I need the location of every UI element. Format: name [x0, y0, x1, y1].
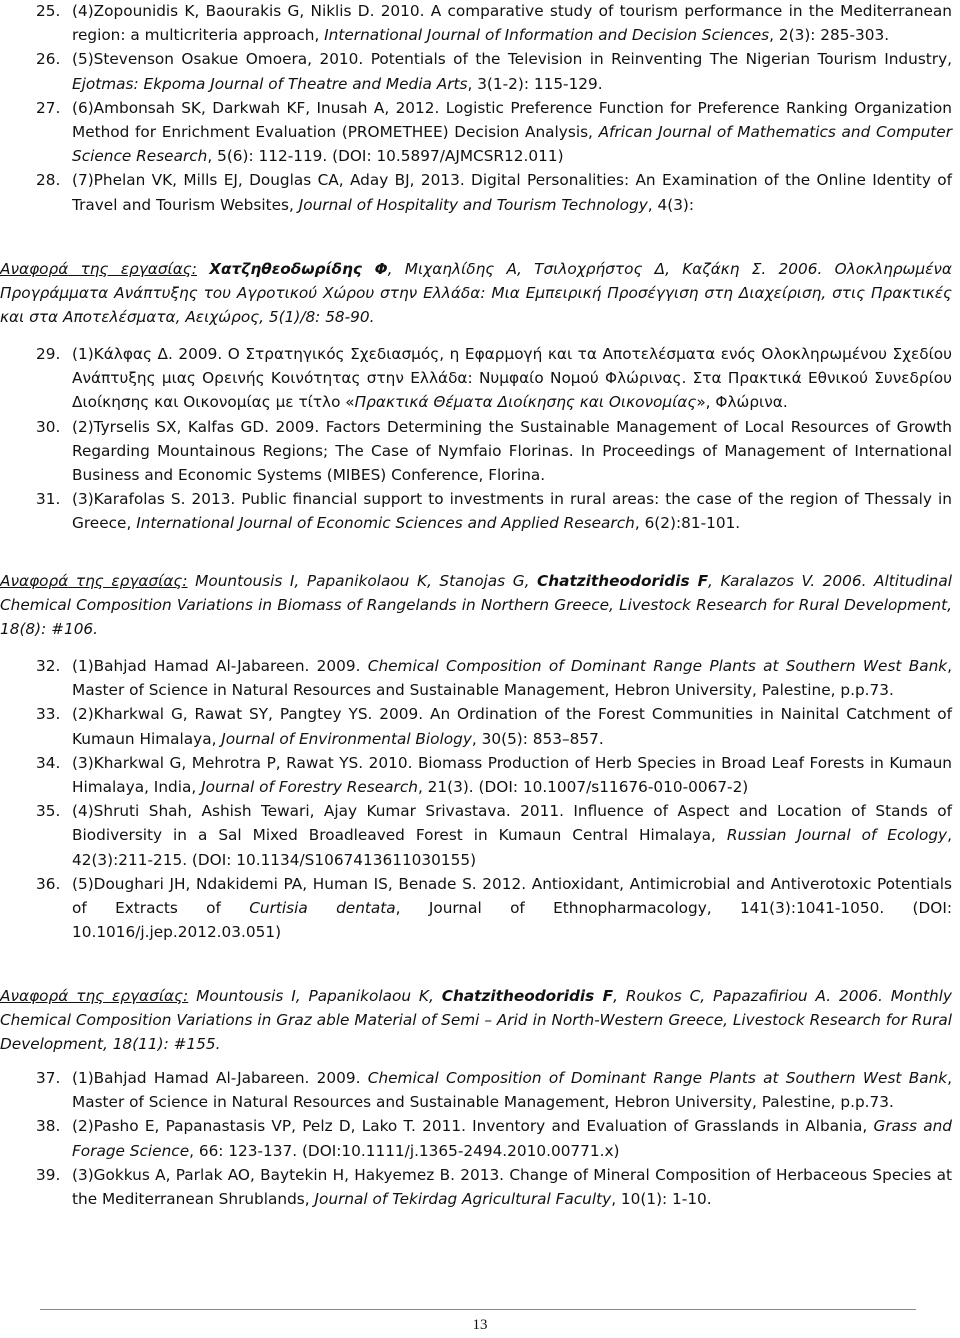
entry-details: », Φλώρινα.	[696, 393, 788, 412]
entry-journal: Journal of Environmental Biology	[221, 729, 472, 748]
citation-entry	[0, 872, 952, 945]
entry-number: 33.	[36, 705, 61, 724]
citation-list-1	[0, 0, 952, 217]
entry-details: , Master of Science in Natural Resources and Sustainable Management, Hebron University, Palestine, p.p.73.	[72, 657, 952, 700]
entry-text: (2)Tyrselis SX, Kalfas GD. 2009. Factors Determining the Sustainable Management of Local Resources of Growth Regarding Mountainous Regions; The Case of Nymfaio Florinas. In Proceedings of Management of International Business and Economic Systems (MIBES) Conference, Florina.	[72, 417, 952, 485]
entry-text: (6)Ambonsah SK, Darkwah KF, Inusah A, 2012. Logistic Preference Function for Preference Ranking Organization Method for Enrichment Evaluation (PROMETHEE) Decision Analysis,	[72, 98, 952, 142]
entry-text: (1)Bahjad Hamad Al-Jabareen. 2009.	[72, 1069, 368, 1087]
entry-details: , Master of Science in Natural Resources and Sustainable Management, Hebron University, Palestine, p.p.73.	[72, 1069, 952, 1112]
heading-authors: Mountousis I, Papanikolaou K,	[188, 987, 442, 1005]
entry-number: 37.	[36, 1069, 61, 1087]
heading-bold-author: Chatzitheodoridis F	[441, 987, 614, 1005]
citation-entry	[0, 1114, 952, 1162]
citation-entry	[0, 751, 952, 799]
heading-bold-author: Χατζηθεοδωρίδης Φ	[209, 260, 388, 278]
entry-text: (4)Shruti Shah, Ashish Tewari, Ajay Kumar Srivastava. 2011. Influence of Aspect and Location of Stands of Biodiversity in a Sal Mixed Broadleaved Forest in Kumaun Central Himalaya,	[72, 802, 952, 845]
citation-entry	[0, 168, 952, 216]
citation-list-3	[0, 654, 952, 944]
cited-work-heading	[0, 984, 952, 1057]
entry-number: 35.	[36, 802, 61, 821]
entry-journal: Journal of Forestry Research	[201, 778, 418, 797]
heading-rest: , Μιχαηλίδης Α, Τσιλοχρήστος Δ, Καζάκη Σ. 2006. Ολοκληρωμένα Προγράμματα Ανάπτυξης του Αγροτικού Χώρου στην Ελλάδα: Μια Εμπειρική Προσέγγιση στη Διαχείριση, στις Πρακτικές και στα Αποτελέσματα, Αειχώρος, 5(1)/8: 58-90.	[0, 260, 952, 327]
entry-number: 31.	[36, 490, 61, 509]
entry-number: 28.	[36, 171, 61, 190]
entry-journal: Russian Journal of Ecology	[726, 826, 948, 845]
heading-authors: Mountousis I, Papanikolaou K, Stanojas G,	[187, 572, 538, 590]
citation-list-2	[0, 342, 952, 536]
heading-rest: , Karalazos V. 2006. Altitudinal Chemical Composition Variations in Biomass of Rangelands in Northern Greece, Livestock Research for Rural Development, 18(8): #106.	[0, 572, 952, 639]
entry-text: (4)Zopounidis K, Baourakis G, Niklis D. 2010. A comparative study of tourism performance in the Mediterranean region: a multicriteria approach,	[72, 2, 952, 45]
citation-entry	[0, 702, 952, 750]
entry-number: 34.	[36, 753, 61, 772]
entry-details: , 5(6): 112-119. (DOI: 10.5897/AJMCSR12.011)	[207, 147, 564, 166]
heading-lead: Αναφορά της εργασίας:	[0, 987, 189, 1005]
entry-text: (1)Κάλφας Δ. 2009. Ο Στρατηγικός Σχεδιασμός, η Εφαρμογή και τα Αποτελέσματα ενός Ολοκληρωμένου Σχεδίου Ανάπτυξης μιας Ορεινής Κοινότητας στην Ελλάδα: Νυμφαίο Νομού Φλώρινας. Στα Πρακτικά Εθνικού Συνεδρίου Διοίκησης και Οικονομίας με τίτλο «	[72, 345, 952, 412]
cited-work-heading	[0, 569, 952, 642]
citation-entry	[0, 47, 952, 95]
entry-text: (1)Bahjad Hamad Al-Jabareen. 2009.	[72, 657, 368, 675]
entry-number: 39.	[36, 1165, 61, 1184]
entry-details: , 10(1): 1-10.	[611, 1190, 712, 1209]
entry-number: 32.	[36, 657, 61, 675]
citation-entry	[0, 415, 952, 488]
entry-text: (3)Kharkwal G, Mehrotra P, Rawat YS. 2010. Biomass Production of Herb Species in Broad Leaf Forests in Kumaun Himalaya, India,	[72, 753, 952, 797]
entry-number: 36.	[36, 874, 61, 893]
entry-details: , 2(3): 285-303.	[769, 26, 890, 45]
entry-journal: Grass and Forage Science	[72, 1117, 952, 1160]
entry-details: , 21(3). (DOI: 10.1007/s11676-010-0067-2)	[417, 778, 749, 797]
heading-lead: Αναφορά της εργασίας:	[0, 260, 197, 278]
cited-work-heading	[0, 257, 952, 330]
entry-details: , 66: 123-137. (DOI:10.1111/j.1365-2494.2010.00771.x)	[189, 1141, 620, 1160]
entry-journal: Curtisia dentata	[249, 899, 396, 918]
entry-text: (5)Stevenson Osakue Omoera, 2010. Potentials of the Television in Reinventing The Nigerian Tourism Industry,	[72, 50, 952, 69]
entry-journal: Chemical Composition of Dominant Range Plants at Southern West Bank	[367, 1069, 948, 1087]
entry-journal: Journal of Tekirdag Agricultural Faculty	[314, 1190, 612, 1209]
entry-journal: Journal of Hospitality and Tourism Technology	[298, 195, 648, 214]
entry-text: (7)Phelan VK, Mills EJ, Douglas CA, Aday BJ, 2013. Digital Personalities: An Examination of the Online Identity of Travel and Tourism Websites,	[72, 171, 952, 214]
citation-entry	[0, 1163, 952, 1211]
heading-rest: , Roukos C, Papazafiriou A. 2006. Monthly Chemical Composition Variations in Graz able Material of Semi – Arid in North-Western Greece, Livestock Research for Rural Development, 18(11): #155.	[0, 987, 952, 1054]
entry-number: 29.	[36, 345, 61, 363]
entry-details: , 6(2):81-101.	[634, 514, 741, 533]
entry-details: , 3(1-2): 115-129.	[467, 74, 603, 93]
footer-divider	[40, 1309, 916, 1310]
entry-details: , 42(3):211-215. (DOI: 10.1134/S1067413611030155)	[72, 826, 952, 869]
entry-text: (2)Kharkwal G, Rawat SY, Pangtey YS. 2009. An Ordination of the Forest Communities in Nainital Catchment of Kumaun Himalaya,	[72, 705, 952, 748]
heading-bold-author: Chatzitheodoridis F	[537, 572, 709, 590]
citation-entry	[0, 342, 952, 415]
citation-list-4	[0, 1066, 952, 1211]
citation-entry	[0, 0, 952, 47]
heading-lead: Αναφορά της εργασίας:	[0, 572, 188, 590]
page-number: 13	[472, 1317, 488, 1333]
entry-number: 25.	[36, 2, 61, 20]
entry-details: , 4(3):	[647, 195, 695, 214]
entry-text: (3)Gokkus A, Parlak AO, Baytekin H, Hakyemez B. 2013. Change of Mineral Composition of Herbaceous Species at the Mediterranean Shrublands,	[72, 1165, 952, 1209]
entry-text: (2)Pasho E, Papanastasis VP, Pelz D, Lako T. 2011. Inventory and Evaluation of Grasslands in Albania,	[72, 1117, 874, 1136]
citation-entry	[0, 96, 952, 169]
entry-journal: Chemical Composition of Dominant Range Plants at Southern West Bank	[367, 657, 948, 675]
entry-number: 27.	[36, 98, 61, 117]
entry-details: , Journal of Ethnopharmacology, 141(3):1041-1050. (DOI: 10.1016/j.jep.2012.03.051)	[72, 899, 952, 942]
entry-journal: International Journal of Information and Decision Sciences	[324, 26, 770, 45]
entry-number: 26.	[36, 50, 61, 69]
citation-entry	[0, 799, 952, 872]
entry-journal: Πρακτικά Θέματα Διοίκησης και Οικονομίας	[354, 393, 697, 412]
entry-number: 30.	[36, 417, 61, 436]
entry-journal: Ejotmas: Ekpoma Journal of Theatre and Media Arts	[72, 74, 468, 93]
citation-entry	[0, 487, 952, 535]
entry-text: (5)Doughari JH, Ndakidemi PA, Human IS, Benade S. 2012. Antioxidant, Antimicrobial and Antiverotoxic Potentials of Extracts of	[72, 874, 952, 918]
entry-text: (3)Karafolas S. 2013. Public financial support to investments in rural areas: the case of the region of Thessaly in Greece,	[72, 490, 952, 533]
citation-entry	[0, 1066, 952, 1114]
entry-details: , 30(5): 853–857.	[471, 729, 604, 748]
citation-entry	[0, 654, 952, 702]
entry-journal: African Journal of Mathematics and Computer Science Research	[72, 123, 952, 166]
entry-number: 38.	[36, 1117, 61, 1136]
entry-journal: International Journal of Economic Sciences and Applied Research	[136, 514, 635, 533]
